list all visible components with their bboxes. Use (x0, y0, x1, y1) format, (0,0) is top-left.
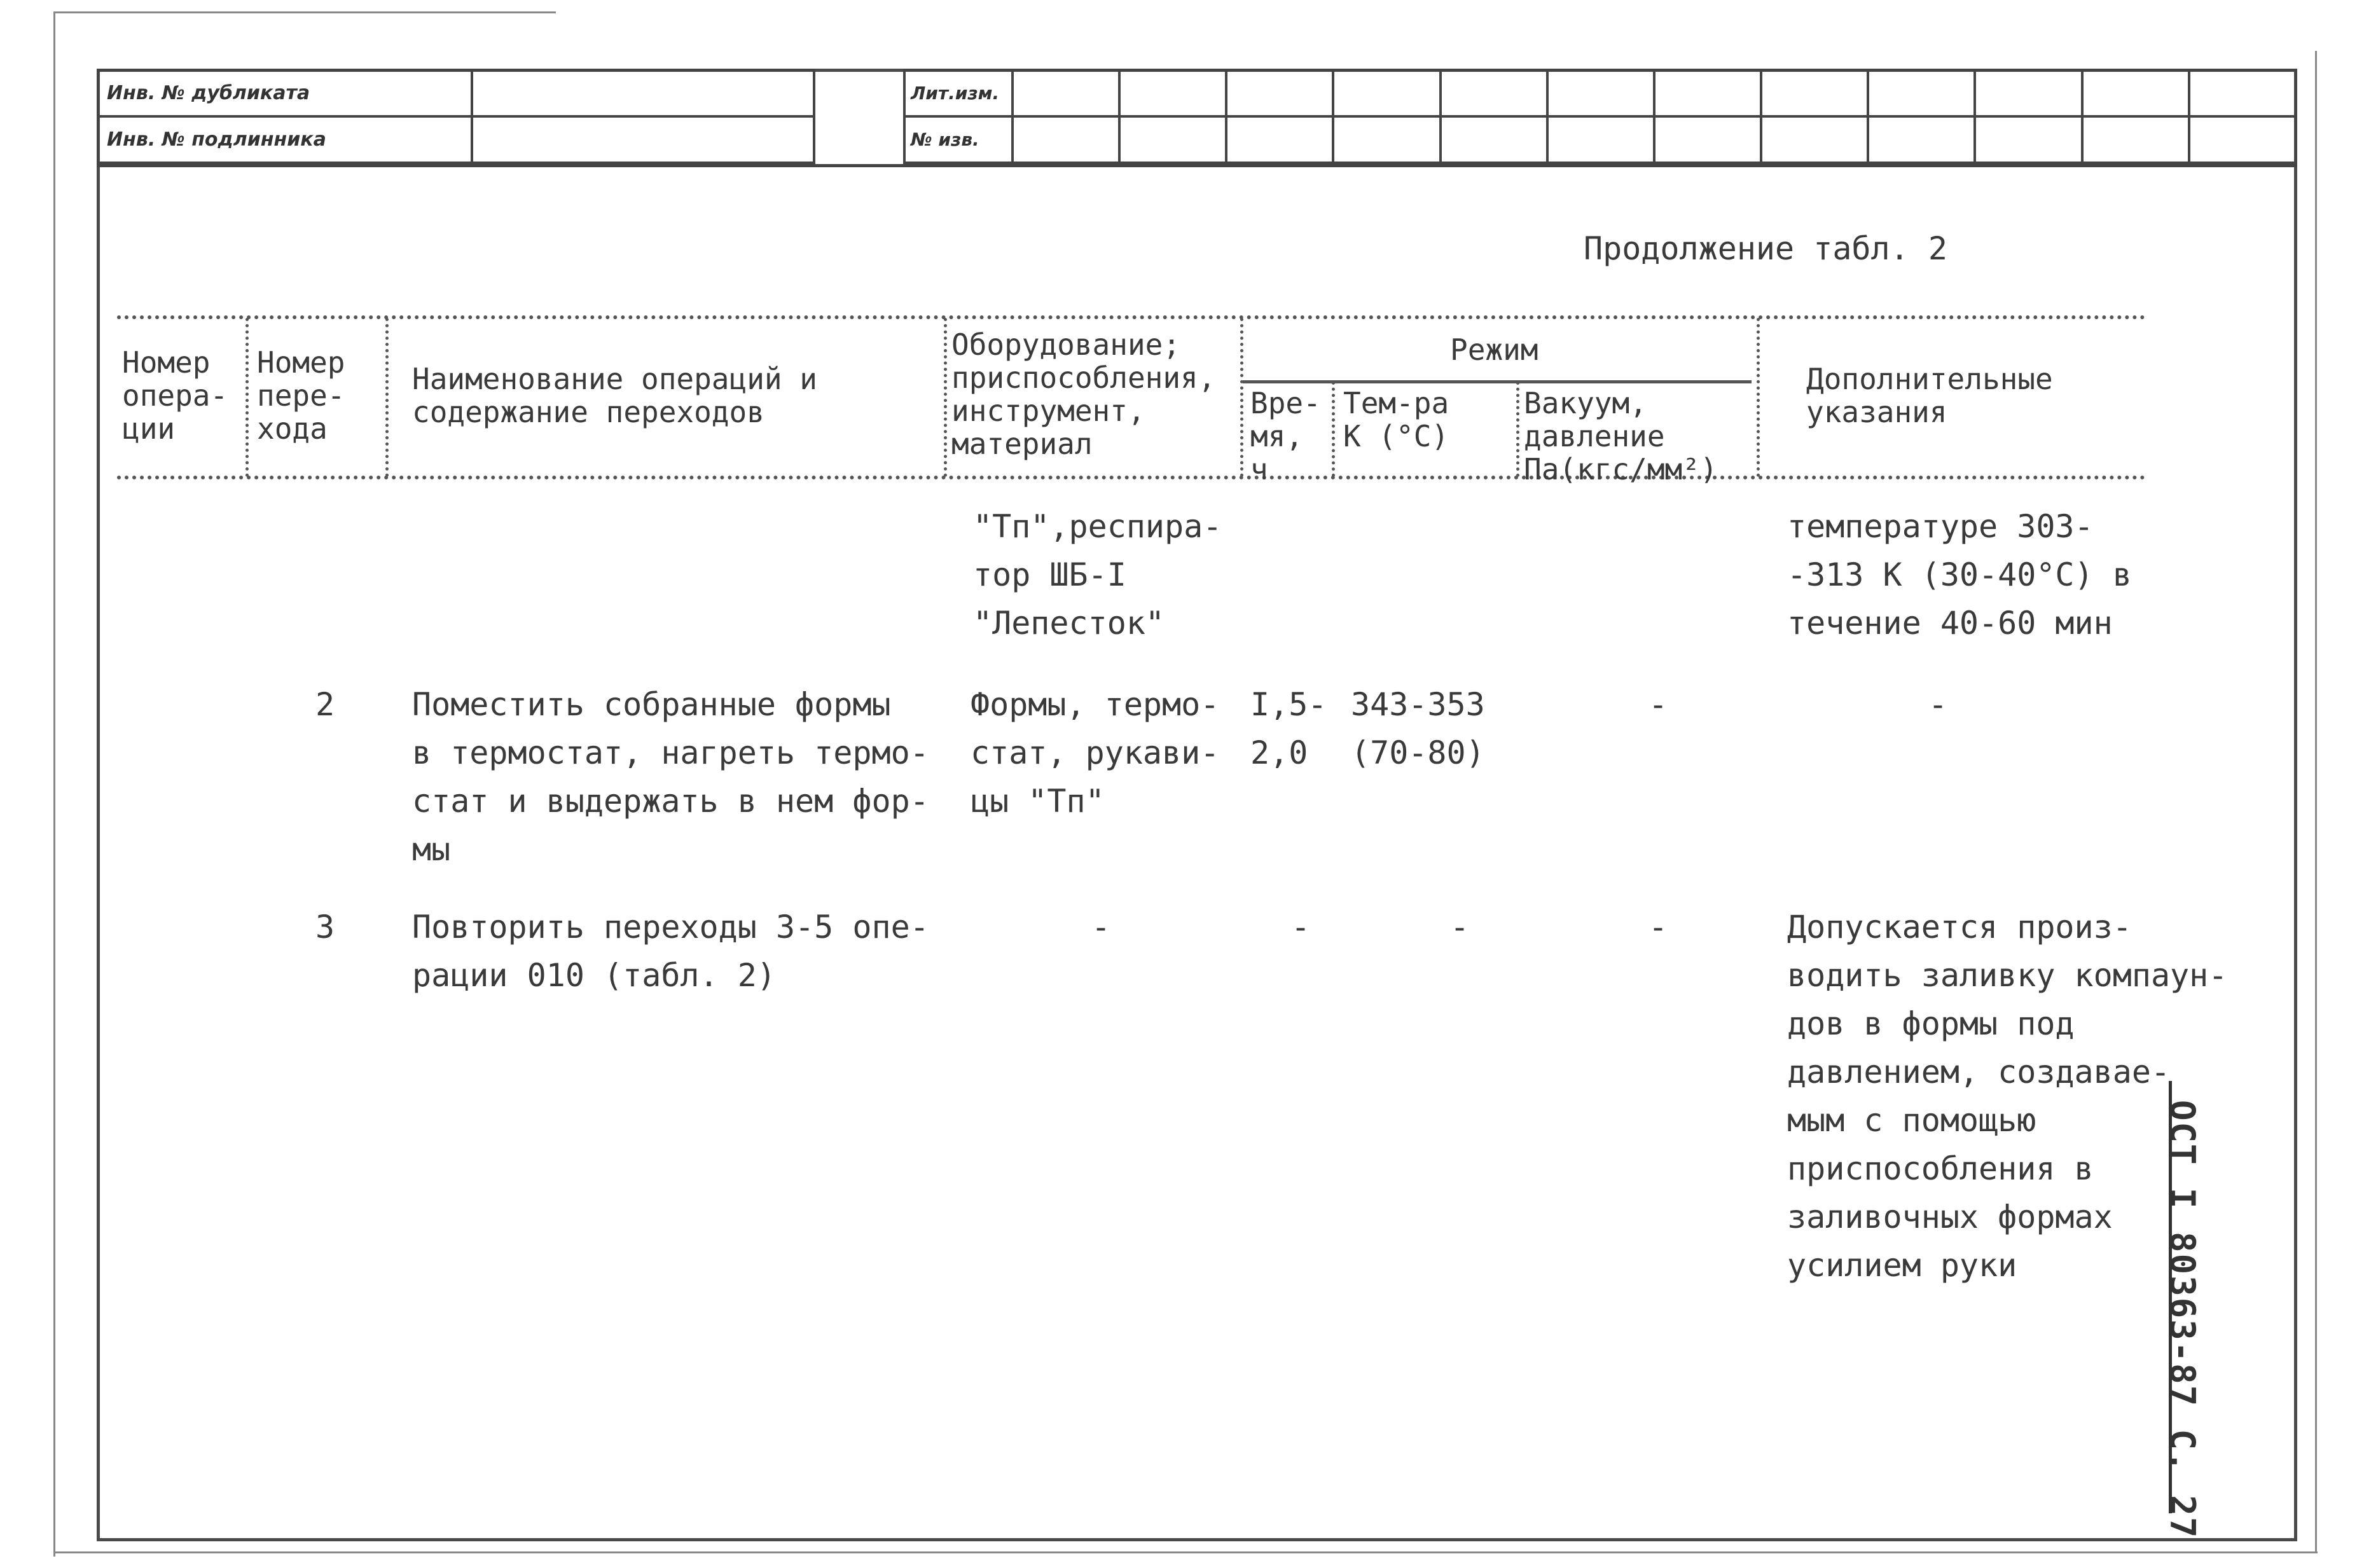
scan-edge-left (53, 11, 55, 1557)
header-top-line (117, 315, 2146, 319)
row2-equipment: Формы, термо- стат, рукави- цы "Тп" (971, 686, 1220, 820)
row2-name: Поместить собранные формы в термостат, нагреть термо- стат и выдержать в нем фор- мы (412, 686, 929, 868)
header-mode: Режим (1450, 333, 1538, 367)
row2-vacuum: - (1649, 686, 1668, 723)
col-divider-2 (385, 318, 389, 477)
continuation-caption: Продолжение табл. 2 (1584, 230, 1947, 267)
row3-notes: Допускается произ- водить заливку компаун- дов в формы под давлением, создавае- мым с помощью приспособления в заливочных формах усилием руки (1787, 909, 2228, 1284)
row3-equipment: - (1091, 909, 1111, 946)
row2-step: 2 (315, 686, 335, 723)
col-divider-6 (1516, 382, 1519, 477)
header-vacuum: Вакуум, давление Па(кгс/мм²) (1524, 386, 1718, 486)
row2-temperature: 343-353 (70-80) (1351, 686, 1485, 771)
scan-edge-right (2315, 51, 2317, 1553)
row3-vacuum: - (1649, 909, 1668, 946)
header-operation-name: Наименование операций и содержание переходов (412, 362, 817, 429)
header-op-number: Номер опера- ции (122, 345, 228, 446)
header-notes: Дополнительные указания (1806, 362, 2053, 429)
row3-name: Повторить переходы 3-5 опе- рации 010 (табл. 2) (412, 909, 929, 994)
row1-notes: температуре 303- -313 К (30-40°С) в течение 40-60 мин (1787, 508, 2132, 642)
change-label: № изв. (904, 116, 1013, 163)
row3-time: - (1291, 909, 1311, 946)
original-value (472, 116, 814, 163)
row2-time: I,5- 2,0 (1250, 686, 1327, 771)
header-temperature: Тем-ра К (°С) (1343, 386, 1449, 453)
header-equipment: Оборудование; приспособления, инструмент, материал (951, 327, 1216, 461)
scan-edge-bottom (53, 1551, 2318, 1553)
col-divider-3 (944, 318, 947, 477)
stamp-separator (97, 164, 2297, 167)
duplicate-label: Инв. № дубликата (98, 70, 472, 116)
inventory-stamp (97, 69, 815, 164)
duplicate-value (472, 70, 814, 116)
col-divider-1 (245, 318, 249, 477)
scan-edge-top (53, 11, 556, 13)
row3-temperature: - (1450, 909, 1470, 946)
row3-step: 3 (315, 909, 335, 946)
original-label: Инв. № подлинника (98, 116, 472, 163)
header-step-number: Номер пере- хода (257, 345, 345, 446)
col-divider-5 (1332, 382, 1335, 477)
col-divider-7 (1757, 318, 1760, 477)
col-divider-4 (1240, 318, 1243, 477)
row1-equipment: "Тп",респира- тор ШБ-I "Лепесток" (973, 508, 1222, 642)
header-bottom-line (117, 476, 2146, 479)
lit-label: Лит.изм. (904, 70, 1013, 116)
document-code: ОСТ I 80363-87 С. 27 (2162, 1100, 2202, 1539)
mode-subheader-line (1243, 380, 1752, 383)
change-grid (903, 69, 2297, 164)
header-time: Вре- мя, ч (1250, 386, 1321, 486)
row2-notes: - (1928, 686, 1948, 723)
